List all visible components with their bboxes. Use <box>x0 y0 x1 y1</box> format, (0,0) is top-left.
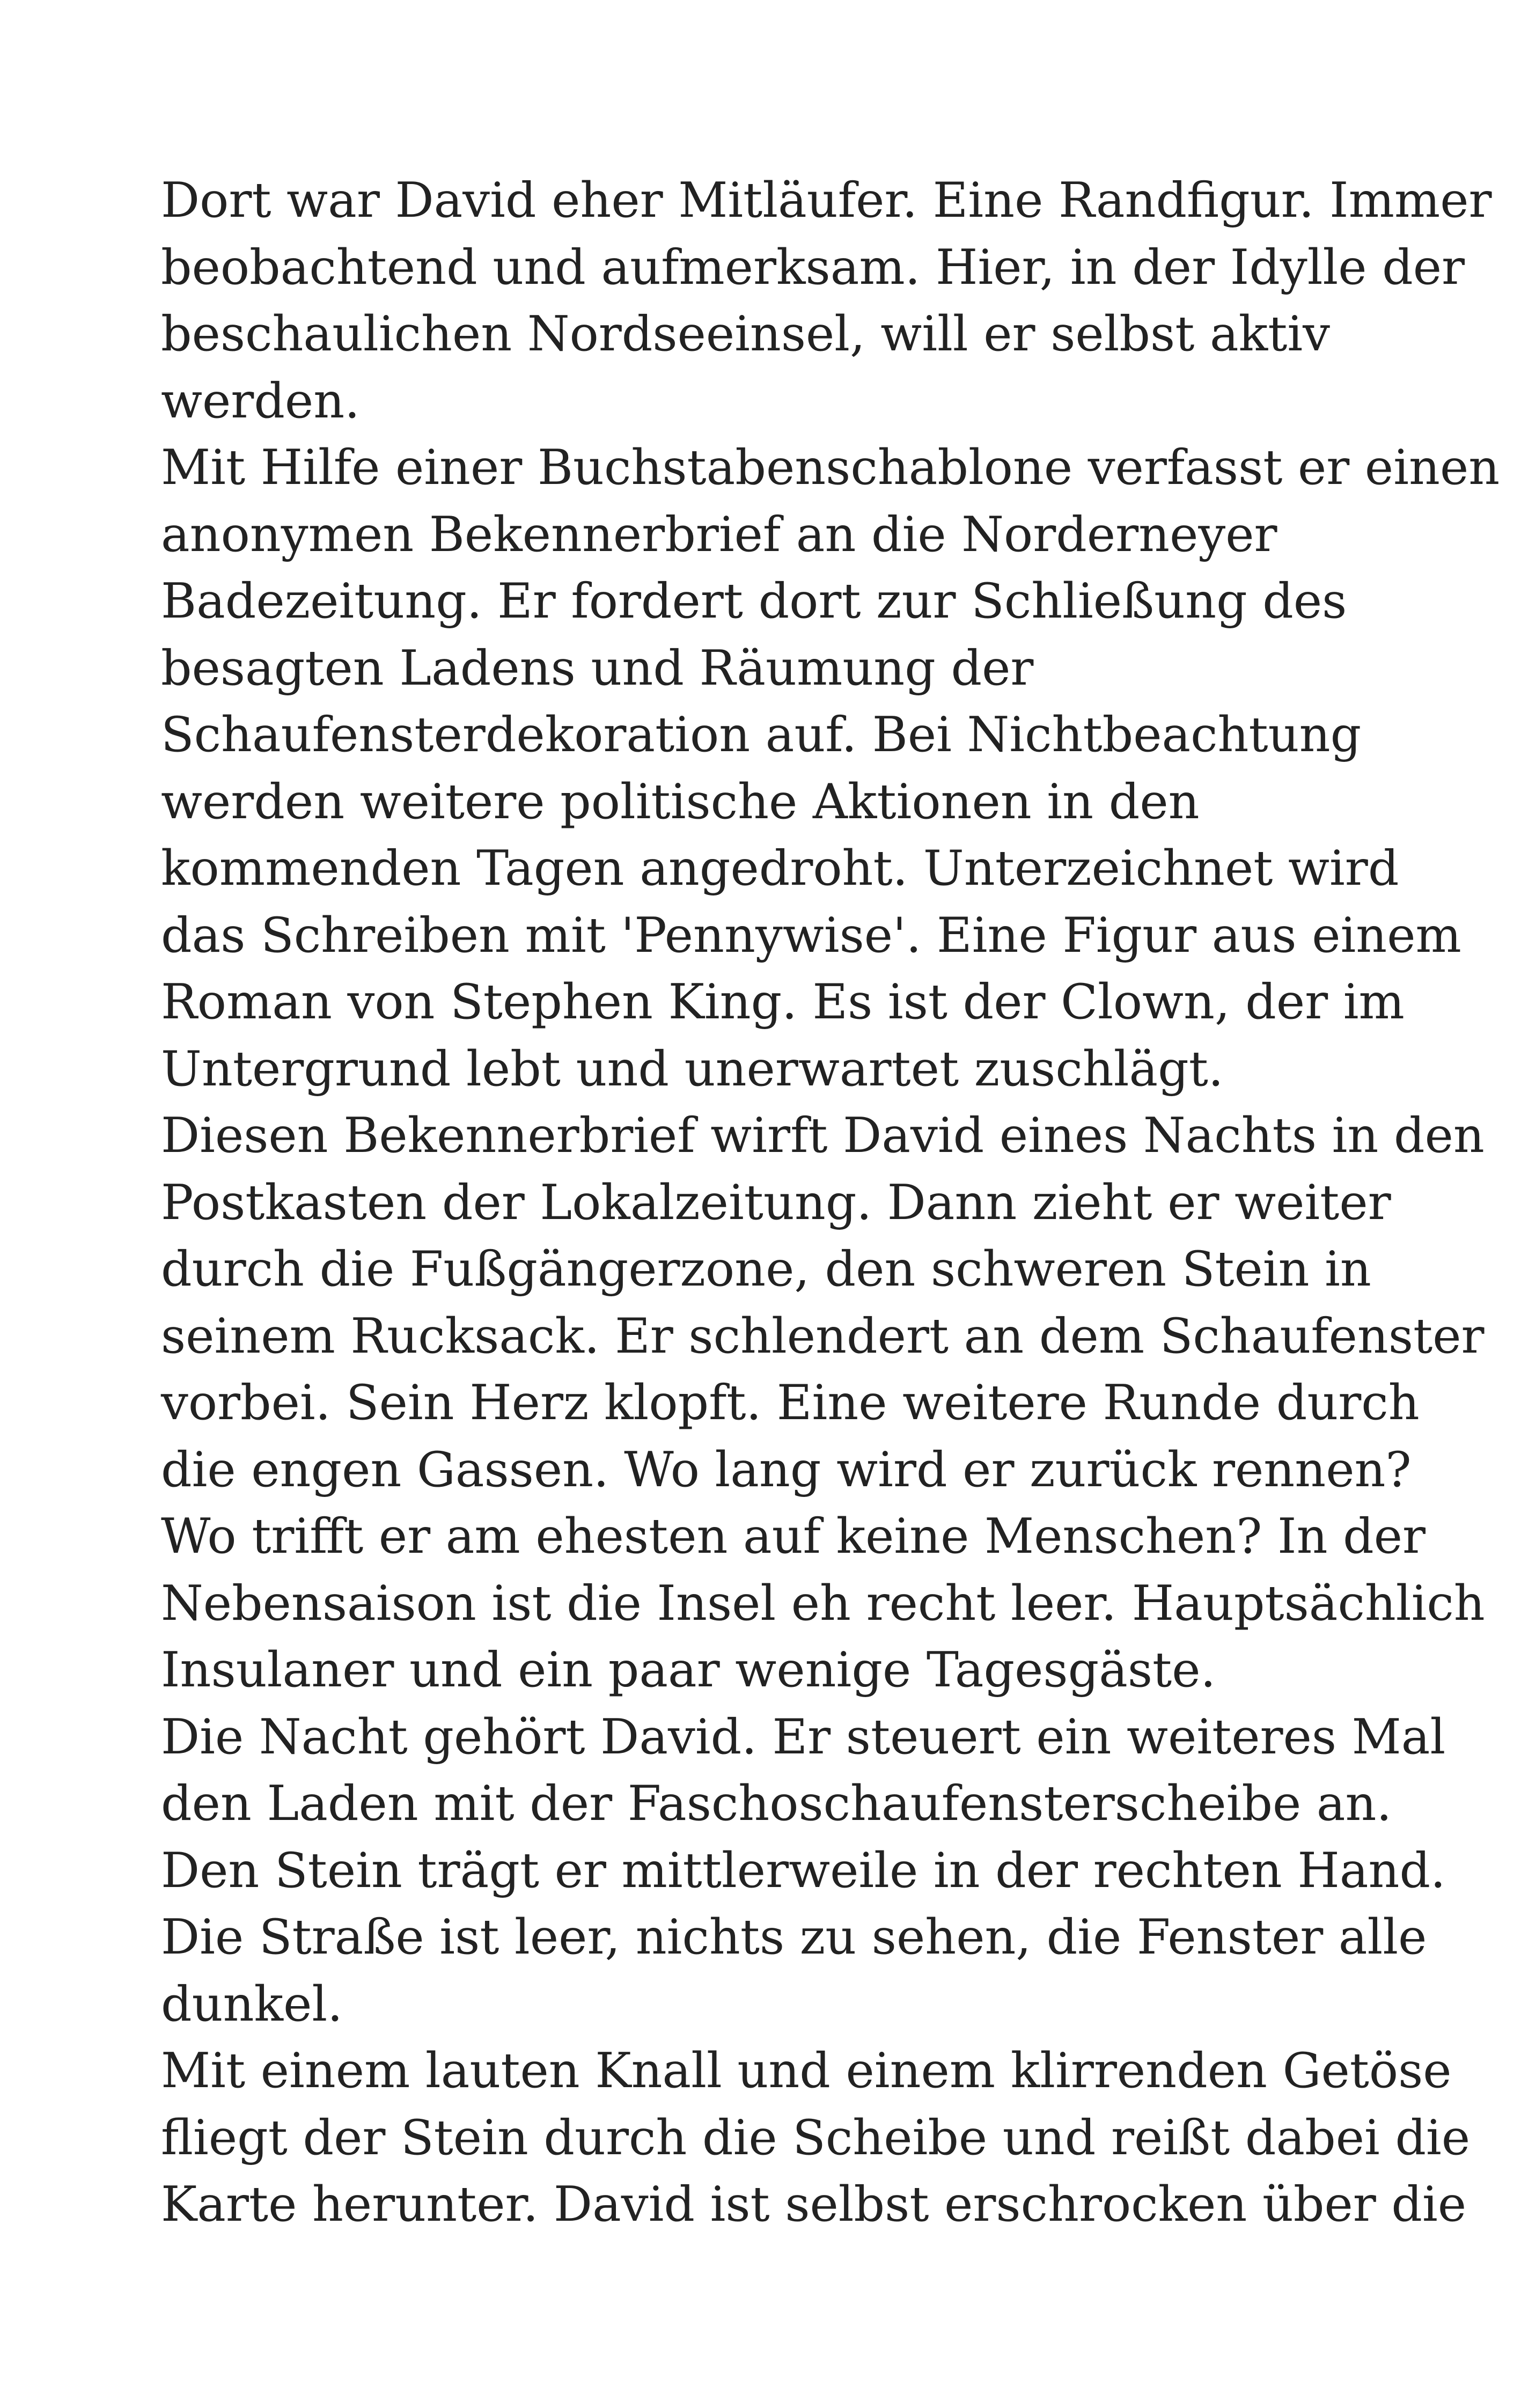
text-line: Badezeitung. Er fordert dort zur Schließung des <box>161 573 1347 629</box>
text-line: Diesen Bekennerbrief wirft David eines Nachts in den <box>161 1107 1485 1164</box>
text-line: werden. <box>161 372 360 429</box>
text-line: beobachtend und aufmerksam. Hier, in der Idylle der <box>161 239 1465 296</box>
text-line: Mit Hilfe einer Buchstabenschablone verfasst er einen <box>161 439 1500 496</box>
text-line: dunkel. <box>161 1976 343 2032</box>
text-line: anonymen Bekennerbrief an die Norderneyer <box>161 506 1277 563</box>
text-line: Schaufensterdekoration auf. Bei Nichtbeachtung <box>161 707 1362 763</box>
book-page-text <box>161 167 1500 2238</box>
text-line: den Laden mit der Faschoschaufensterscheibe an. <box>161 1775 1392 1832</box>
text-line: Den Stein trägt er mittlerweile in der rechten Hand. <box>161 1842 1446 1899</box>
text-line: vorbei. Sein Herz klopft. Eine weitere Runde durch <box>161 1375 1420 1431</box>
text-line: beschaulichen Nordseeinsel, will er selbst aktiv <box>161 306 1330 362</box>
text-line: besagten Ladens und Räumung der <box>161 640 1034 696</box>
text-line: seinem Rucksack. Er schlendert an dem Schaufenster <box>161 1308 1485 1364</box>
text-line: Wo trifft er am ehesten auf keine Menschen? In der <box>161 1508 1426 1565</box>
text-line: durch die Fußgängerzone, den schweren Stein in <box>161 1241 1371 1297</box>
text-line: Postkasten der Lokalzeitung. Dann zieht er weiter <box>161 1174 1391 1231</box>
text-line: kommenden Tagen angedroht. Unterzeichnet wird <box>161 840 1399 897</box>
text-line: die engen Gassen. Wo lang wird er zurück rennen? <box>161 1441 1412 1498</box>
text-line: Untergrund lebt und unerwartet zuschlägt. <box>161 1040 1224 1097</box>
text-line: Dort war David eher Mitläufer. Eine Randfigur. Immer <box>161 172 1492 229</box>
text-line: Mit einem lauten Knall und einem klirrenden Getöse <box>161 2043 1452 2099</box>
text-line: das Schreiben mit 'Pennywise'. Eine Figur aus einem <box>161 907 1461 964</box>
text-line: Insulaner und ein paar wenige Tagesgäste. <box>161 1642 1216 1698</box>
text-line: werden weitere politische Aktionen in den <box>161 773 1200 830</box>
text-line: Karte herunter. David ist selbst erschrocken über die <box>161 2176 1467 2233</box>
text-line: fliegt der Stein durch die Scheibe und reißt dabei die <box>161 2109 1471 2166</box>
text-line: Roman von Stephen King. Es ist der Clown, der im <box>161 974 1405 1030</box>
text-line: Die Nacht gehört David. Er steuert ein weiteres Mal <box>161 1708 1446 1765</box>
text-line: Nebensaison ist die Insel eh recht leer. Hauptsächlich <box>161 1575 1485 1632</box>
text-line: Die Straße ist leer, nichts zu sehen, die Fenster alle <box>161 1909 1427 1965</box>
